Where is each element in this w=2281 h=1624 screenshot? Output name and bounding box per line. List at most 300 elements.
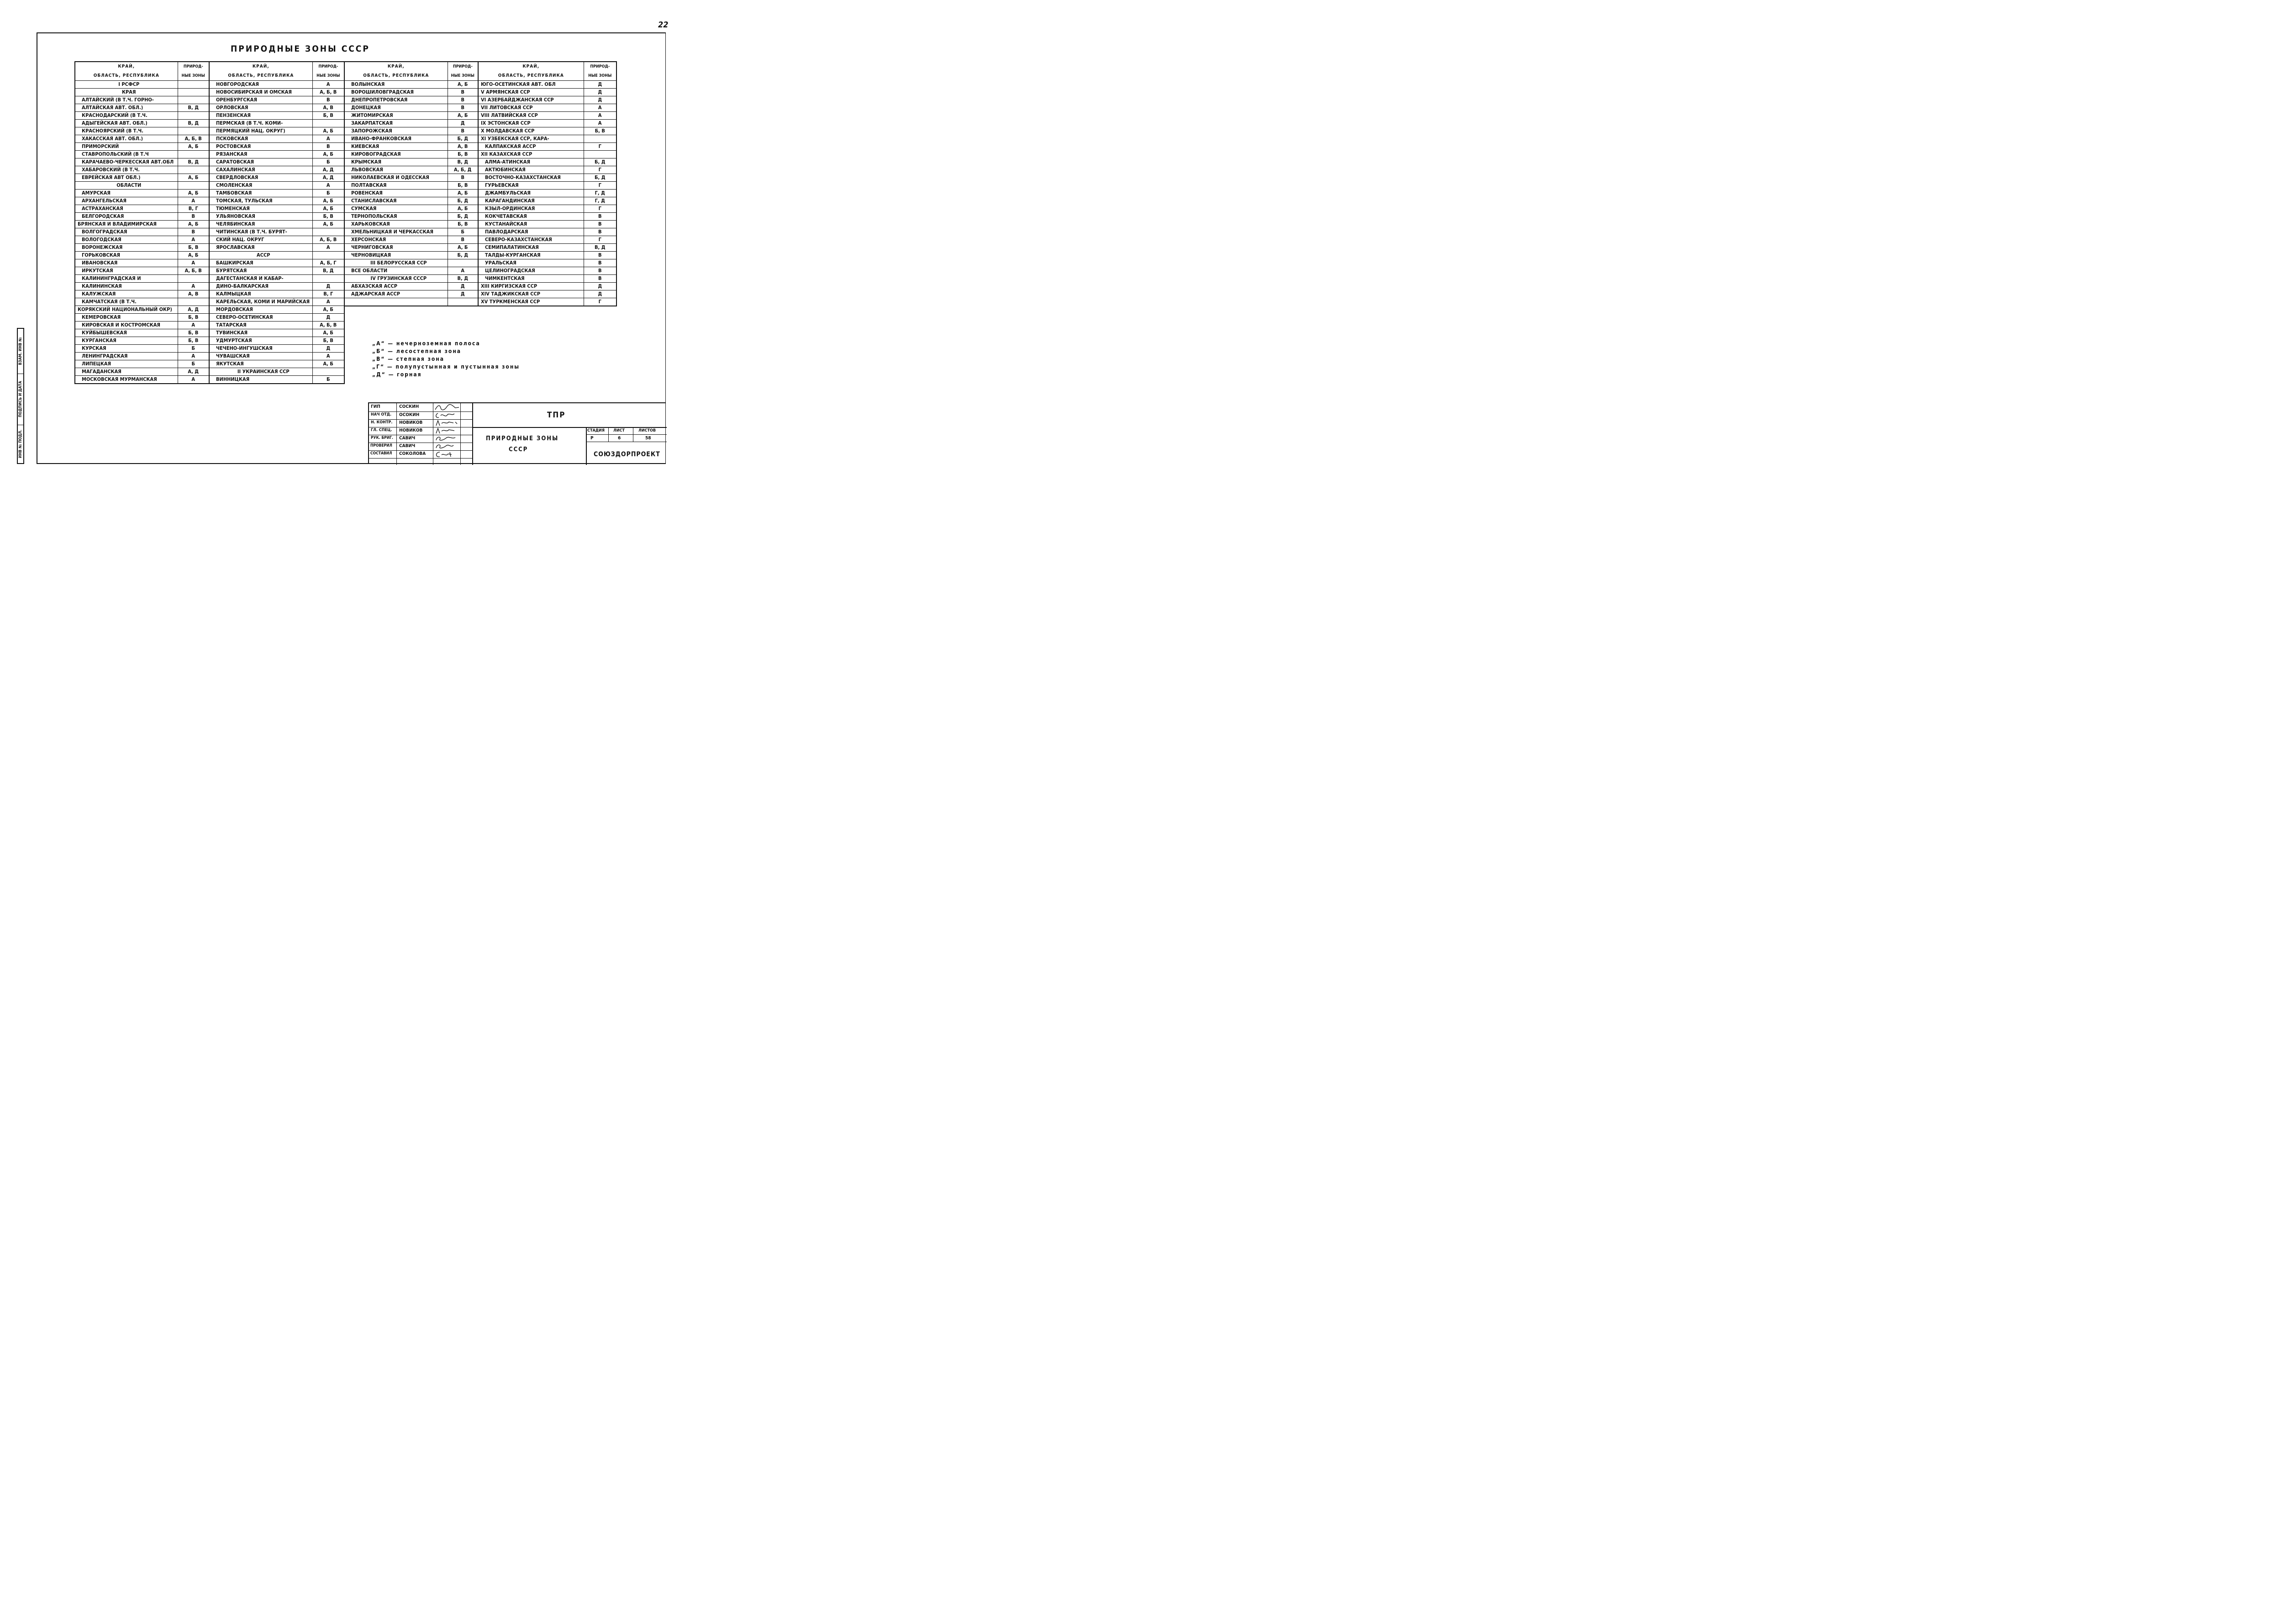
table-row [75,143,209,151]
region-name: СМОЛЕНСКАЯ [209,182,312,190]
region-name: СЕВЕРО-ОСЕТИНСКАЯ [209,314,312,322]
table-row [344,197,478,205]
zones-table-2 [209,61,345,384]
zones-header: ПРИРОД- [312,62,344,71]
table-row [75,275,209,283]
table-row [344,96,478,104]
table-row [209,353,344,360]
region-name: МОСКОВСКАЯ МУРМАНСКАЯ [75,376,178,384]
zone-cell [178,89,209,96]
zone-cell: Г [584,236,616,244]
table-row [478,143,616,151]
region-name: АСТРАХАНСКАЯ [75,205,178,213]
region-name: АМУРСКАЯ [75,190,178,197]
region-name: ОРЕНБУРГСКАЯ [209,96,312,104]
table-row [209,174,344,182]
zone-cell: В [584,259,616,267]
table-row [344,213,478,221]
signature [433,404,461,411]
zone-cell: А, Б [178,143,209,151]
table-row [344,89,478,96]
zone-cell: Д [448,283,478,290]
region-name: ЧИТИНСКАЯ (В Т.Ч. БУРЯТ- [209,228,312,236]
region-name: АЛМА-АТИНСКАЯ [478,158,584,166]
region-name: КИРОВСКАЯ И КОСТРОМСКАЯ [75,322,178,329]
zone-cell [178,298,209,306]
zone-cell: Д [584,81,616,89]
zone-cell: Б, В [448,221,478,228]
zone-cell: А, Б, В [178,267,209,275]
table-row [209,244,344,252]
table-row [478,275,616,283]
table-row [209,337,344,345]
zone-cell: А, В [178,290,209,298]
zone-cell: А, В [312,104,344,112]
table-row [344,298,478,306]
region-name: ДНЕПРОПЕТРОВСКАЯ [344,96,448,104]
table-row [75,252,209,259]
table-row [209,120,344,127]
zone-cell: А, Д [178,306,209,314]
table-row [75,283,209,290]
region-name: ХАРЬКОВСКАЯ [344,221,448,228]
table-row [209,104,344,112]
signature [433,450,461,458]
table-row [478,89,616,96]
zone-cell: А, Б, В [312,89,344,96]
zone-cell: А [312,244,344,252]
zone-cell: А, Б, В [312,236,344,244]
zone-cell: Д [584,290,616,298]
region-name: МОРДОВСКАЯ [209,306,312,314]
region-name: АКТЮБИНСКАЯ [478,166,584,174]
zone-cell [178,112,209,120]
zone-cell: А, Б, Д [448,166,478,174]
table-row [344,158,478,166]
region-name: II УКРАИНСКАЯ ССР [209,368,312,376]
table-row [75,135,209,143]
zone-cell [312,275,344,283]
sheet-value: 6 [618,436,621,441]
region-name: КАЛИНИНСКАЯ [75,283,178,290]
table-row [344,127,478,135]
zone-cell: В, Д [178,158,209,166]
region-name: ЖИТОМИРСКАЯ [344,112,448,120]
region-name: ПРИМОРСКИЙ [75,143,178,151]
region-name: КОКЧЕТАВСКАЯ [478,213,584,221]
legend-item: „А“ — нечерноземная полоса [372,340,480,347]
zones-header: НЫЕ ЗОНЫ [178,71,209,81]
region-name: ДАГЕСТАНСКАЯ И КАБАР- [209,275,312,283]
zone-cell: Б, В [312,213,344,221]
zone-cell [448,298,478,306]
table-row [75,120,209,127]
region-name: КИЕВСКАЯ [344,143,448,151]
table-row [209,89,344,96]
person-name: СОКОЛОВА [399,451,426,456]
region-name: IX ЭСТОНСКАЯ ССР [478,120,584,127]
table-row [478,197,616,205]
region-name: ТАЛДЫ-КУРГАНСКАЯ [478,252,584,259]
region-name: СТАВРОПОЛЬСКИЙ (В Т.Ч [75,151,178,158]
region-name: КАЛПАКСКАЯ АССР [478,143,584,151]
table-row [344,259,478,267]
table-row [478,298,616,306]
zone-cell: Г [584,298,616,306]
region-name: КЗЫЛ-ОРДИНСКАЯ [478,205,584,213]
zone-cell: В [584,213,616,221]
table-row [209,345,344,353]
zone-cell: Б, Д [584,174,616,182]
side-strip-label: ВЗАМ. ИНВ № [18,337,23,365]
region-name: ТОМСКАЯ, ТУЛЬСКАЯ [209,197,312,205]
table-row [209,314,344,322]
zone-cell: Д [312,283,344,290]
zone-cell: Б, В [178,329,209,337]
zone-cell: В [178,228,209,236]
table-row [344,143,478,151]
zone-cell: А [178,376,209,384]
zone-cell: Б, В [584,127,616,135]
document-code: ТПР [547,411,566,420]
table-row [209,236,344,244]
region-name: ЛИПЕЦКАЯ [75,360,178,368]
zone-cell [178,182,209,190]
side-strip-invno-cell [18,329,23,374]
table-row [75,368,209,376]
table-row [75,166,209,174]
table-row [478,166,616,174]
table-row [209,197,344,205]
zone-cell: Б, В [178,314,209,322]
region-name: ЧИМКЕНТСКАЯ [478,275,584,283]
region-name: КРАЯ [75,89,178,96]
zone-cell: А [178,259,209,267]
zone-cell: А [448,267,478,275]
table-row [209,329,344,337]
table-row [344,151,478,158]
region-name: МАГАДАНСКАЯ [75,368,178,376]
region-name: ЧЕРНИГОВСКАЯ [344,244,448,252]
region-header: КРАЙ, [209,62,312,71]
zone-cell: А, Б [312,306,344,314]
region-name: АДЫГЕЙСКАЯ АВТ. ОБЛ.) [75,120,178,127]
table-row [209,252,344,259]
zone-cell [312,252,344,259]
zones-header: НЫЕ ЗОНЫ [448,71,478,81]
region-name: ХАБАРОВСКИЙ (В Т.Ч. [75,166,178,174]
table-row [344,205,478,213]
zone-cell: Г [584,166,616,174]
table-row [344,104,478,112]
table-row [478,182,616,190]
zone-cell: В [584,221,616,228]
table-row [75,298,209,306]
person-name: САВИЧ [399,436,416,441]
zone-cell: Б [312,376,344,384]
table-row [478,252,616,259]
zone-cell: В, Д [584,244,616,252]
region-name: КУРГАНСКАЯ [75,337,178,345]
table-row [478,120,616,127]
table-row [344,244,478,252]
region-name: БРЯНСКАЯ И ВЛАДИМИРСКАЯ [75,221,178,228]
table-row [344,236,478,244]
zone-cell: А [312,298,344,306]
table-row [75,329,209,337]
table-row [209,166,344,174]
zones-header: ПРИРОД- [448,62,478,71]
region-name: XV ТУРКМЕНСКАЯ ССР [478,298,584,306]
zone-cell: А, Б [448,244,478,252]
region-name: ЗАКАРПАТСКАЯ [344,120,448,127]
table-row [209,182,344,190]
region-name: КАЛИНИНГРАДСКАЯ И [75,275,178,283]
signature [433,427,461,435]
region-name: КУСТАНАЙСКАЯ [478,221,584,228]
region-name: XII КАЗАХСКАЯ ССР [478,151,584,158]
side-strip-label: ИНВ № ПОДЛ. [18,429,23,459]
zone-cell: В [448,127,478,135]
table-row [75,221,209,228]
zone-cell: А [312,135,344,143]
region-name: БЕЛГОРОДСКАЯ [75,213,178,221]
table-row [344,174,478,182]
legend [372,340,520,379]
zone-cell: Д [584,283,616,290]
region-name: УРАЛЬСКАЯ [478,259,584,267]
region-name: I РСФСР [75,81,178,89]
sheets-value: 58 [645,436,651,441]
table-row [344,120,478,127]
person-name: ОСОКИН [399,412,420,417]
region-name: ЯКУТСКАЯ [209,360,312,368]
zones-header: ПРИРОД- [584,62,616,71]
region-name: КЕМЕРОВСКАЯ [75,314,178,322]
table-row [478,96,616,104]
region-name: ТЮМЕНСКАЯ [209,205,312,213]
region-name: САХАЛИНСКАЯ [209,166,312,174]
table-row [209,376,344,384]
region-name: ВОРОШИЛОВГРАДСКАЯ [344,89,448,96]
zone-cell: А [312,182,344,190]
region-name: КУРСКАЯ [75,345,178,353]
region-name: КРАСНОЯРСКИЙ (В Т.Ч. [75,127,178,135]
table-row [75,259,209,267]
zone-cell: В [448,89,478,96]
table-row [75,197,209,205]
zone-cell: В [312,96,344,104]
legend-item: „Г“ — полупустынная и пустынная зоны [372,364,520,370]
table-row [478,259,616,267]
table-row [209,283,344,290]
region-name: СУМСКАЯ [344,205,448,213]
side-strip-label: ПОДПИСЬ И ДАТА [18,381,23,417]
table-row [209,368,344,376]
region-name: ПЕНЗЕНСКАЯ [209,112,312,120]
title-block [368,402,666,464]
region-name: ИВАНОВСКАЯ [75,259,178,267]
region-name: АССР [209,252,312,259]
table-row [75,267,209,275]
region-name: АРХАНГЕЛЬСКАЯ [75,197,178,205]
region-name: СТАНИСЛАВСКАЯ [344,197,448,205]
region-name: ДОНЕЦКАЯ [344,104,448,112]
region-name: РОСТОВСКАЯ [209,143,312,151]
zone-cell: А, Б [312,221,344,228]
zone-cell: В [448,174,478,182]
document-title: ПРИРОДНЫЕ ЗОНЫ [486,435,559,442]
zone-cell [312,368,344,376]
table-row [209,298,344,306]
zone-cell [178,96,209,104]
region-name: ЧЕЛЯБИНСКАЯ [209,221,312,228]
table-row [478,104,616,112]
table-row [209,213,344,221]
zone-cell: В, Д [312,267,344,275]
table-row [478,190,616,197]
region-name: КУЙБЫШЕВСКАЯ [75,329,178,337]
zone-cell: А [178,283,209,290]
region-name: ТЕРНОПОЛЬСКАЯ [344,213,448,221]
zone-cell: А, Б [312,205,344,213]
zone-cell: В, Г [178,205,209,213]
zone-cell: В [584,228,616,236]
region-name: ПСКОВСКАЯ [209,135,312,143]
zone-cell: В [178,213,209,221]
table-row [209,135,344,143]
signature [433,435,461,443]
zone-cell: Б, В [448,182,478,190]
region-name: ДИНО-БАЛКАРСКАЯ [209,283,312,290]
signature [433,411,461,419]
table-row [209,275,344,283]
region-name: БАШКИРСКАЯ [209,259,312,267]
table-row [209,81,344,89]
region-name: КАРАГАНДИНСКАЯ [478,197,584,205]
zone-cell: Г, Д [584,197,616,205]
stage-label: СТАДИЯ [587,428,605,433]
region-name: ЛЕНИНГРАДСКАЯ [75,353,178,360]
table-row [478,244,616,252]
region-name: ВИННИЦКАЯ [209,376,312,384]
zone-cell: А, Б [448,190,478,197]
table-row [344,290,478,298]
stage-value: Р [590,436,594,441]
region-name: ПЕРМСКАЯ (В Т.Ч. КОМИ- [209,120,312,127]
table-row [344,166,478,174]
side-strip-original-cell [18,425,23,463]
zone-cell [178,81,209,89]
region-name: IV ГРУЗИНСКАЯ СССР [344,275,448,283]
table-row [209,228,344,236]
table-row [75,360,209,368]
zone-cell: А [312,81,344,89]
table-row [478,228,616,236]
zone-cell: В [448,236,478,244]
table-row [75,353,209,360]
region-name: РЯЗАНСКАЯ [209,151,312,158]
region-name: КАРАЧАЕВО-ЧЕРКЕССКАЯ АВТ.ОБЛ [75,158,178,166]
table-row [478,290,616,298]
zone-cell [584,135,616,143]
table-row [75,228,209,236]
region-name: ЧЕРНОВИЦКАЯ [344,252,448,259]
table-row [75,213,209,221]
sheet-label: ЛИСТ [613,428,625,433]
table-row [478,127,616,135]
table-row [75,345,209,353]
region-name: НОВГОРОДСКАЯ [209,81,312,89]
zone-cell: А, Б [312,127,344,135]
zone-cell: А, В [448,143,478,151]
region-name: ВОЛЫНСКАЯ [344,81,448,89]
table-row [344,267,478,275]
region-name: СЕМИПАЛАТИНСКАЯ [478,244,584,252]
signature [433,443,461,450]
zone-cell: А, Б, В [312,322,344,329]
region-name: ЧУВАШСКАЯ [209,353,312,360]
region-name: ВСЕ ОБЛАСТИ [344,267,448,275]
zone-cell: А [584,120,616,127]
region-name: ЗАПОРОЖСКАЯ [344,127,448,135]
region-header: КРАЙ, [478,62,584,71]
region-name: ПАВЛОДАРСКАЯ [478,228,584,236]
region-name: ХАКАССКАЯ АВТ. ОБЛ.) [75,135,178,143]
table-row [478,205,616,213]
zone-cell: В [584,267,616,275]
zone-cell: Д [312,345,344,353]
region-name: КАЛУЖСКАЯ [75,290,178,298]
zone-cell: Г [584,143,616,151]
region-name: III БЕЛОРУССКАЯ ССР [344,259,448,267]
table-row [478,158,616,166]
table-row [478,213,616,221]
table-row [344,182,478,190]
table-row [75,376,209,384]
zones-table-4 [478,61,617,306]
region-name: ЧЕЧЕНО-ИНГУШСКАЯ [209,345,312,353]
role-label: ГИП [371,404,380,409]
zone-cell: Б [448,228,478,236]
region-name: ВОСТОЧНО-КАЗАХСТАНСКАЯ [478,174,584,182]
region-name: ХМЕЛЬНИЦКАЯ И ЧЕРКАССКАЯ [344,228,448,236]
table-row [75,158,209,166]
zone-cell: А, Б, Г [312,259,344,267]
role-label: НАЧ ОТД. [371,412,392,417]
sheets-label: ЛИСТОВ [638,428,656,433]
zone-cell [178,166,209,174]
region-name: ХЕРСОНСКАЯ [344,236,448,244]
region-name: ПОЛТАВСКАЯ [344,182,448,190]
zone-cell: В, Д [448,275,478,283]
zone-cell [584,151,616,158]
zone-cell: А [584,112,616,120]
page-number: 22 [658,20,669,30]
table-row [344,252,478,259]
zones-header: НЫЕ ЗОНЫ [584,71,616,81]
region-name: РОВЕНСКАЯ [344,190,448,197]
zone-cell: А [178,322,209,329]
zone-cell: Б, Д [448,252,478,259]
table-row [209,190,344,197]
region-name: АЛТАЙСКАЯ АВТ. ОБЛ.) [75,104,178,112]
zone-cell: А [178,236,209,244]
table-row [209,96,344,104]
table-row [344,81,478,89]
zones-table-1 [74,61,210,384]
region-name: КАМЧАТСКАЯ (В Т.Ч. [75,298,178,306]
